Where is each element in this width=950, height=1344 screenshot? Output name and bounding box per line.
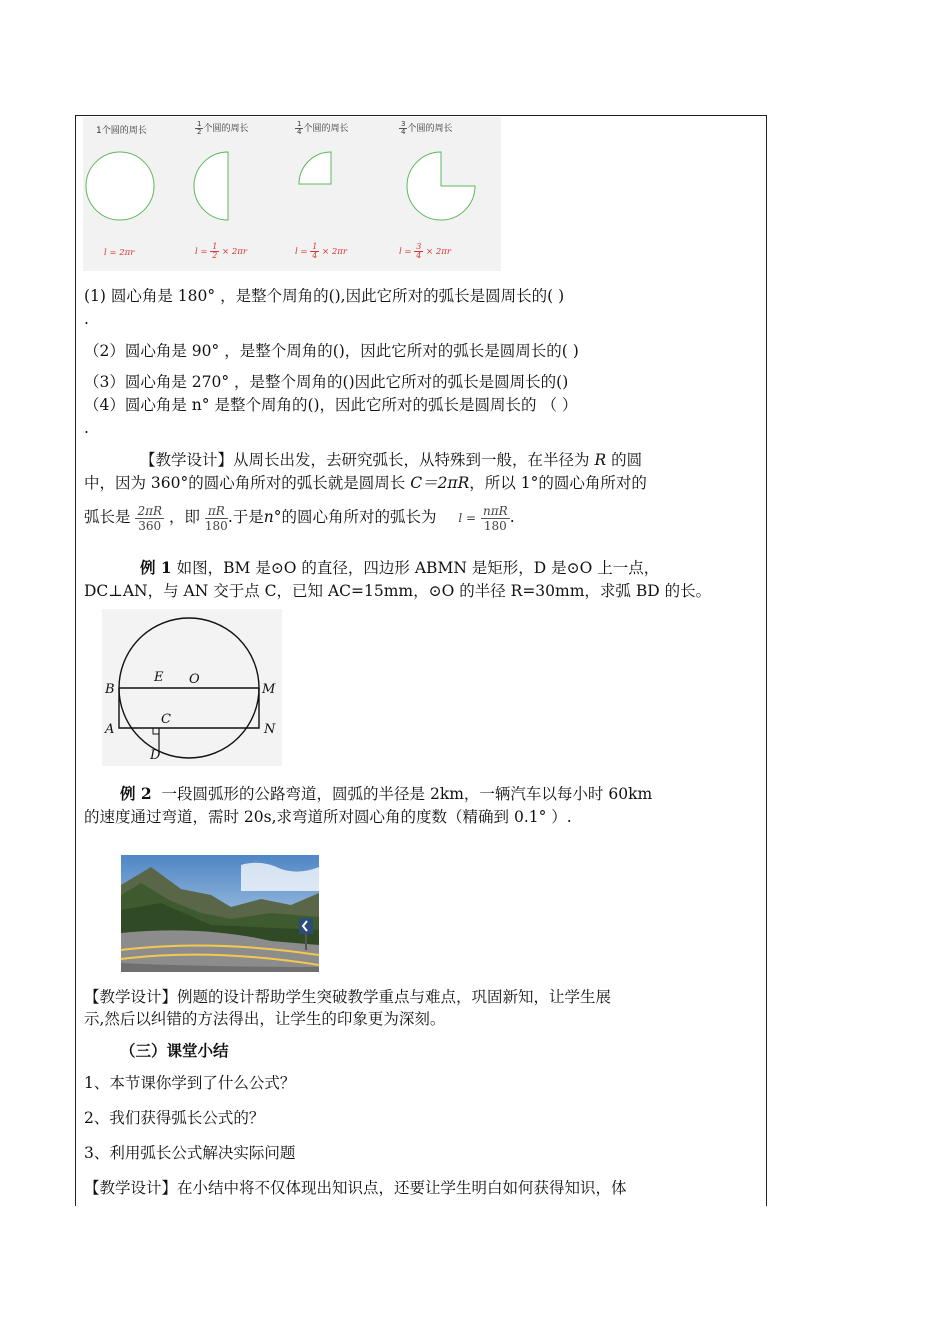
example2-line1: 例 2 一段圆弧形的公路弯道，圆弧的半径是 2km，一辆汽车以每小时 60km (120, 784, 653, 803)
point-d: D (150, 748, 161, 763)
point-b: B (105, 682, 115, 697)
example1-geometry-figure (102, 609, 282, 766)
question-1-tail: . (84, 310, 89, 328)
formula-half: l = $\frac{1}{2}$ × 2πr (195, 242, 247, 260)
point-c: C (161, 712, 171, 727)
design1-line1: 【教学设计】从周长出发，去研究弧长，从特殊到一般，在半径为 R 的圆 (140, 451, 643, 469)
summary-item-1: 1、本节课你学到了什么公式？ (84, 1074, 296, 1092)
design2-line1: 【教学设计】例题的设计帮助学生突破教学重点与难点，巩固新知，让学生展 (84, 988, 612, 1006)
design1-line2: 中，因为 360°的圆心角所对的弧长就是圆周长 C＝2πR，所以 1°的圆心角所对的 (84, 474, 647, 492)
label-three-quarter-circle: $\frac{3}{4}$ 个圆的周长 (401, 120, 453, 136)
point-n: N (264, 722, 276, 737)
point-e: E (154, 670, 164, 685)
example2-line2: 的速度通过弯道，需时 20s,求弯道所对圆心角的度数（精确到 0.1° ）. (84, 808, 572, 826)
question-1: (1) 圆心角是 180° ，是整个周角的(),因此它所对的弧长是圆周长的( ) (84, 287, 565, 305)
label-half-circle: $\frac{1}{2}$ 个圆的周长 (197, 120, 249, 136)
point-o: O (189, 672, 200, 687)
summary-item-3: 3、利用弧长公式解决实际问题 (84, 1144, 296, 1162)
question-4: （4）圆心角是 n° 是整个周角的()，因此它所对的弧长是圆周长的 （ ） (84, 396, 578, 414)
example1-line1: 例 1 如图，BM 是⊙O 的直径，四边形 ABMN 是矩形，D 是⊙O 上一点， (140, 558, 660, 577)
point-a: A (105, 722, 115, 737)
half-circle-shape (194, 152, 228, 220)
question-4-tail: . (84, 419, 89, 437)
design3-line1: 【教学设计】在小结中将不仅体现出知识点，还要让学生明白如何获得知识，体 (84, 1179, 627, 1197)
example1-line2: DC⊥AN，与 AN 交于点 C，已知 AC=15mm，⊙O 的半径 R=30mm，求弧 BD 的长。 (84, 582, 712, 600)
label-full-circle: 1个圆的周长 (96, 126, 147, 136)
formula-full: l = 2πr (104, 248, 135, 258)
summary-heading: （三）课堂小结 (120, 1041, 229, 1060)
summary-item-2: 2、我们获得弧长公式的？ (84, 1109, 265, 1127)
mountain-road-photo (121, 855, 319, 972)
point-m: M (262, 682, 276, 697)
three-quarter-circle-shape (407, 152, 475, 220)
rectangle-abmn (119, 688, 259, 728)
formula-three-quarter: l = $\frac{3}{4}$ × 2πr (399, 242, 451, 260)
question-3: （3）圆心角是 270° ，是整个周角的()因此它所对的弧长是圆周长的() (84, 373, 569, 391)
design2-line2: 示,然后以纠错的方法得出，让学生的印象更为深刻。 (84, 1010, 446, 1028)
circle-perimeter-figure (83, 117, 501, 271)
label-quarter-circle: $\frac{1}{4}$ 个圆的周长 (297, 120, 349, 136)
right-angle-mark (153, 728, 159, 734)
question-2: （2）圆心角是 90° ，是整个周角的()，因此它所对的弧长是圆周长的( ) (84, 342, 579, 360)
formula-quarter: l = $\frac{1}{4}$ × 2πr (295, 242, 347, 260)
quarter-circle-shape (299, 152, 331, 184)
full-circle-shape (86, 152, 154, 220)
design1-line3: 弧长是 $\frac{2\pi R}{360}$ ，即 $\frac{\pi R}{180}$ .于是n°的圆心角所对的弧长为 l = $\frac{\text{nπR}}{180}$ . (84, 503, 515, 533)
